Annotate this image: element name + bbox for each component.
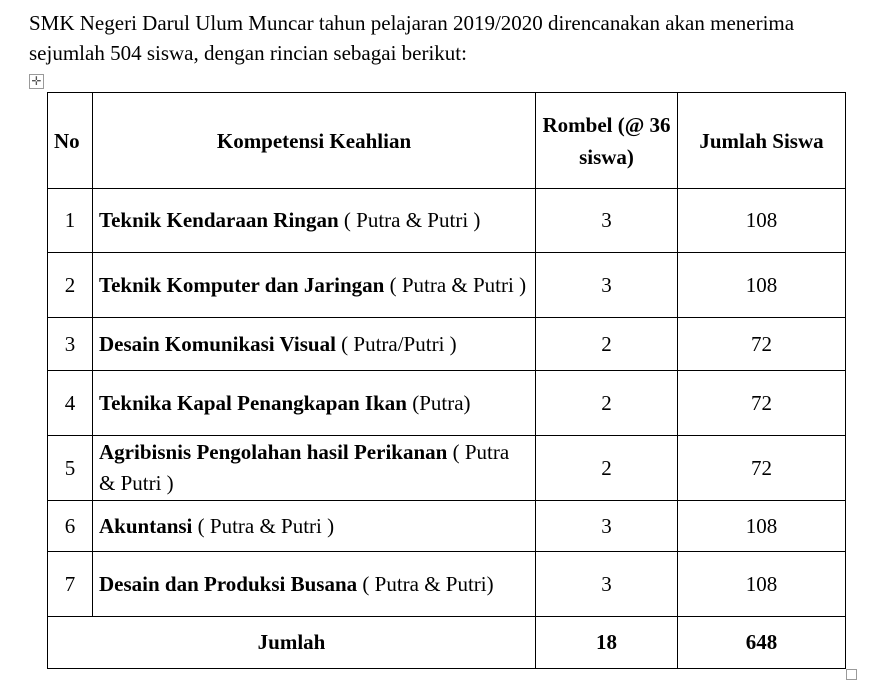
total-jumlah: 648	[678, 617, 846, 669]
total-rombel: 18	[536, 617, 678, 669]
kompetensi-name: Teknik Komputer dan Jaringan	[99, 272, 385, 297]
row-jumlah: 72	[678, 371, 846, 436]
table-total-row	[48, 617, 846, 669]
row-rombel: 3	[536, 501, 678, 552]
row-no: 5	[48, 436, 93, 501]
kompetensi-table	[47, 92, 846, 669]
row-no: 6	[48, 501, 93, 552]
row-jumlah: 108	[678, 552, 846, 617]
kompetensi-name: Teknik Kendaraan Ringan	[99, 208, 339, 232]
header-no: No	[48, 93, 93, 189]
intro-paragraph: SMK Negeri Darul Ulum Muncar tahun pelajaran 2019/2020 direncanakan akan menerima sejumlah 504 siswa, dengan rincian sebagai berikut:	[29, 11, 795, 65]
row-rombel: 3	[536, 189, 678, 253]
row-rombel: 3	[536, 253, 678, 318]
row-kompetensi	[93, 253, 536, 318]
table-row	[48, 436, 846, 501]
row-kompetensi	[93, 318, 536, 371]
row-rombel: 3	[536, 552, 678, 617]
table-row	[48, 552, 846, 617]
row-kompetensi	[93, 371, 536, 436]
row-no: 1	[48, 189, 93, 253]
kompetensi-name: Akuntansi	[99, 513, 193, 538]
kompetensi-note: ( Putra & Putri )	[99, 440, 510, 495]
total-label: Jumlah	[48, 617, 536, 669]
kompetensi-note: (Putra)	[406, 390, 471, 415]
header-jumlah: Jumlah Siswa	[678, 93, 846, 189]
row-jumlah: 108	[678, 189, 846, 253]
kompetensi-note: ( Putra & Putri )	[384, 272, 527, 297]
kompetensi-note: ( Putra/Putri )	[335, 331, 457, 356]
table-resize-handle[interactable]	[846, 669, 857, 680]
kompetensi-name: Agribisnis Pengolahan hasil Perikanan	[99, 440, 448, 464]
row-jumlah: 108	[678, 501, 846, 552]
row-rombel: 2	[536, 371, 678, 436]
kompetensi-name: Teknika Kapal Penangkapan Ikan	[99, 390, 407, 415]
header-kompetensi: Kompetensi Keahlian	[93, 93, 536, 189]
row-jumlah: 108	[678, 253, 846, 318]
row-no: 3	[48, 318, 93, 371]
row-kompetensi	[93, 501, 536, 552]
kompetensi-name: Desain dan Produksi Busana	[99, 571, 358, 596]
row-rombel: 2	[536, 436, 678, 501]
row-rombel: 2	[536, 318, 678, 371]
table-move-handle-icon[interactable]: ✛	[29, 74, 44, 89]
row-kompetensi	[93, 436, 536, 501]
table-row	[48, 501, 846, 552]
header-rombel: Rombel (@ 36 siswa)	[536, 93, 678, 189]
table-header-row	[48, 93, 846, 189]
table-row	[48, 253, 846, 318]
table-row	[48, 318, 846, 371]
row-jumlah: 72	[678, 436, 846, 501]
row-no: 2	[48, 253, 93, 318]
row-no: 7	[48, 552, 93, 617]
kompetensi-note: ( Putra & Putri )	[338, 208, 481, 232]
row-kompetensi	[93, 189, 536, 253]
kompetensi-note: ( Putra & Putri )	[192, 513, 335, 538]
table-row	[48, 189, 846, 253]
row-jumlah: 72	[678, 318, 846, 371]
kompetensi-note: ( Putra & Putri)	[357, 571, 494, 596]
row-kompetensi	[93, 552, 536, 617]
row-no: 4	[48, 371, 93, 436]
kompetensi-name: Desain Komunikasi Visual	[99, 331, 336, 356]
table-row	[48, 371, 846, 436]
